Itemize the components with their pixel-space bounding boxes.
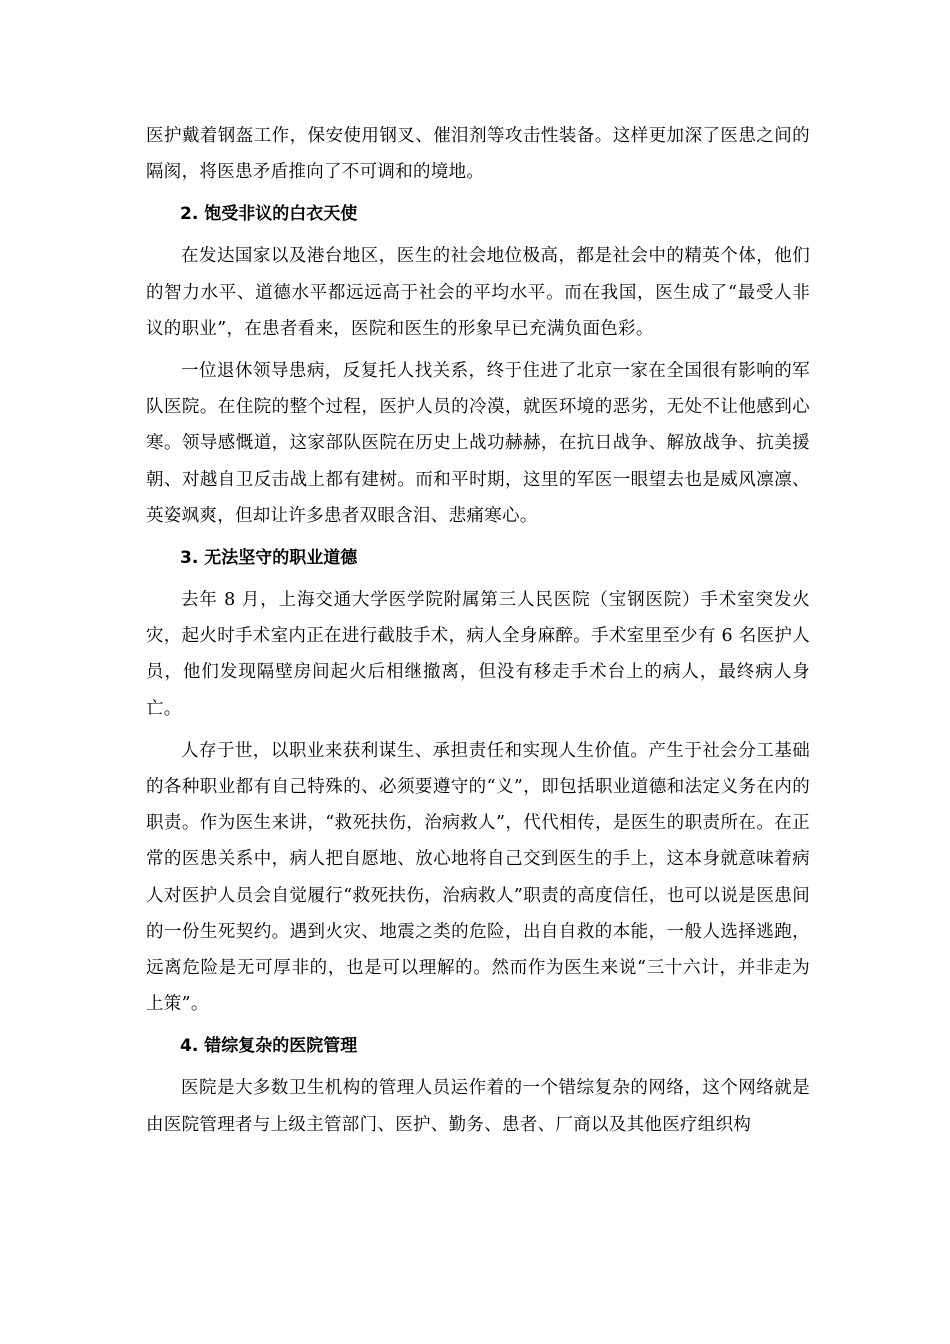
paragraph-continued: 医护戴着钢盔工作，保安使用钢叉、催泪剂等攻击性装备。这样更加深了医患之间的隔阂，将医患矛盾推向了不可调和的境地。 [146, 126, 810, 183]
document-page [146, 118, 810, 1143]
paragraph: 医院是大多数卫生机构的管理人员运作着的一个错综复杂的网络，这个网络就是由医院管理者与上级主管部门、医护、勤务、患者、厂商以及其他医疗组织构 [146, 1078, 810, 1135]
section-heading-4: 4. 错综复杂的医院管理 [180, 1036, 358, 1057]
paragraph: 去年 8 月，上海交通大学医学院附属第三人民医院（宝钢医院）手术室突发火灾，起火时手术室内正在进行截肢手术，病人全身麻醉。手术室里至少有 6 名医护人员，他们发现隔壁房间起火后相继撤离，但没有移走手术台上的病人，最终病人身亡。 [146, 590, 810, 719]
paragraph: 人存于世，以职业来获利谋生、承担责任和实现人生价值。产生于社会分工基础的各种职业都有自己特殊的、必须要遵守的“义”，即包括职业道德和法定义务在内的职责。作为医生来讲，“救死扶伤，治病救人”，代代相传，是医生的职责所在。在正常的医患关系中，病人把自愿地、放心地将自己交到医生的手上，这本身就意味着病人对医护人员会自觉履行“救死扶伤，治病救人”职责的高度信任，也可以说是医患间的一份生死契约。遇到火灾、地震之类的危险，出自自救的本能，一般人选择逃跑，远离危险是无可厚非的，也是可以理解的。然而作为医生来说“三十六计，并非走为上策”。 [146, 740, 810, 1015]
paragraph: 一位退休领导患病，反复托人找关系，终于住进了北京一家在全国很有影响的军队医院。在住院的整个过程，医护人员的冷漠，就医环境的恶劣，无处不让他感到心寒。领导感慨道，这家部队医院在历史上战功赫赫，在抗日战争、解放战争、抗美援朝、对越自卫反击战上都有建树。而和平时期，这里的军医一眼望去也是威风凛凛、英姿飒爽，但却让许多患者双眼含泪、悲痛寒心。 [146, 361, 810, 526]
paragraph: 在发达国家以及港台地区，医生的社会地位极高，都是社会中的精英个体，他们的智力水平、道德水平都远远高于社会的平均水平。而在我国，医生成了“最受人非议的职业”，在患者看来，医院和医生的形象早已充满负面色彩。 [146, 246, 810, 339]
section-heading-2: 2. 饱受非议的白衣天使 [180, 204, 358, 225]
section-heading-3: 3. 无法坚守的职业道德 [180, 548, 358, 569]
